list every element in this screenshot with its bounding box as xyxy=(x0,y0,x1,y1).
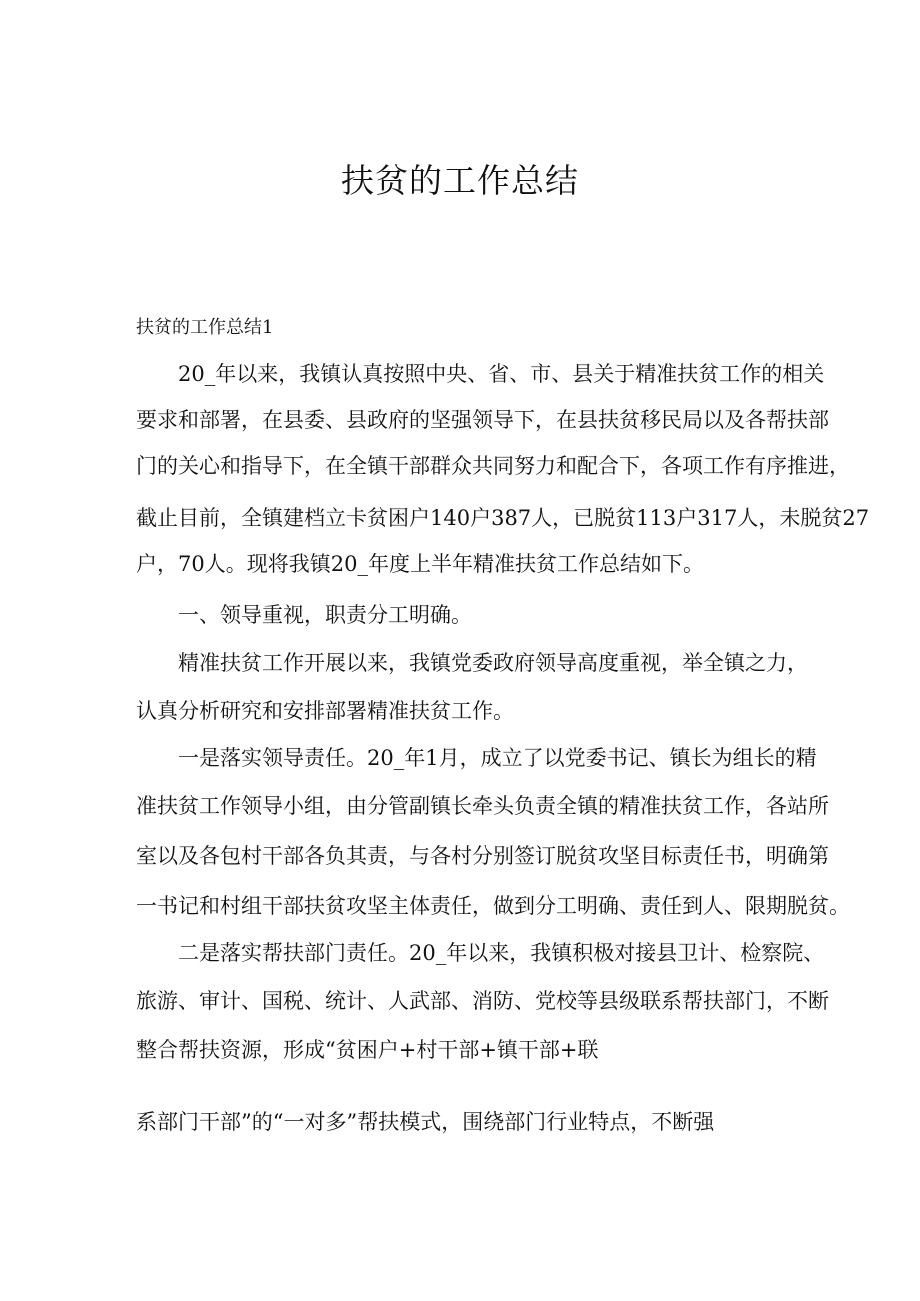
body-line: 一书记和村组干部扶贫攻坚主体责任，做到分工明确、责任到人、限期脱贫。 xyxy=(136,894,850,918)
section-label: 扶贫的工作总结1 xyxy=(136,317,274,338)
body-line: 要求和部署，在县委、县政府的坚强领导下，在县扶贫移民局以及各帮扶部 xyxy=(136,408,829,432)
body-line: 系部门干部”的“一对多”帮扶模式，围绕部门行业特点，不断强 xyxy=(136,1110,715,1134)
document-title: 扶贫的工作总结 xyxy=(341,161,579,200)
body-line: 一是落实领导责任。20_年1月，成立了以党委书记、镇长为组长的精 xyxy=(178,746,817,770)
body-line: 二是落实帮扶部门责任。20_年以来，我镇积极对接县卫计、检察院、 xyxy=(178,941,825,965)
body-line: 截止目前，全镇建档立卡贫困户140户387人，已脱贫113户317人，未脱贫27 xyxy=(136,506,870,530)
body-line: 室以及各包村干部各负其责，与各村分别签订脱贫攻坚目标责任书，明确第 xyxy=(136,844,829,868)
body-line: 精准扶贫工作开展以来，我镇党委政府领导高度重视，举全镇之力， xyxy=(178,651,808,675)
body-line: 户，70人。现将我镇20_年度上半年精准扶贫工作总结如下。 xyxy=(136,552,704,576)
body-line: 准扶贫工作领导小组，由分管副镇长牵头负责全镇的精准扶贫工作，各站所 xyxy=(136,794,829,818)
body-line: 旅游、审计、国税、统计、人武部、消防、党校等县级联系帮扶部门，不断 xyxy=(136,989,829,1013)
section-heading: 一、领导重视，职责分工明确。 xyxy=(178,603,472,627)
body-line: 门的关心和指导下，在全镇干部群众共同努力和配合下，各项工作有序推进， xyxy=(136,454,850,478)
body-line: 整合帮扶资源，形成“贫困户+村干部+镇干部+联 xyxy=(136,1038,599,1062)
body-line: 认真分析研究和安排部署精准扶贫工作。 xyxy=(136,699,514,723)
body-line: 20_年以来，我镇认真按照中央、省、市、县关于精准扶贫工作的相关 xyxy=(178,362,825,386)
